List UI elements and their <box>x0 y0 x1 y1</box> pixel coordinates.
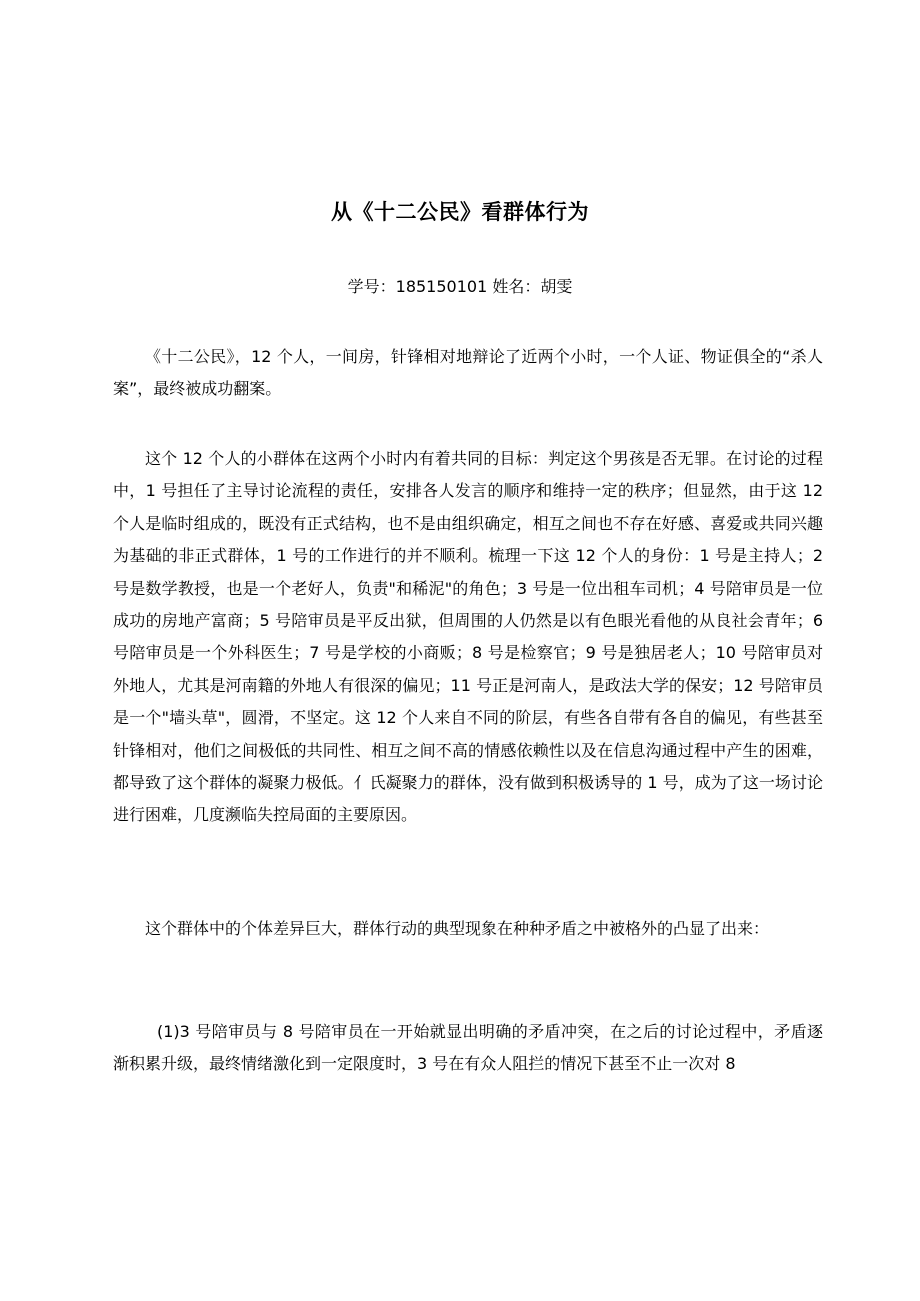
paragraph-group-analysis: 这个 12 个人的小群体在这两个小时内有着共同的目标：判定这个男孩是否无罪。在讨论的过程中，1 号担任了主导讨论流程的责任，安排各人发言的顺序和维持一定的秩序；但显然，由于这 12 个人是临时组成的，既没有正式结构，也不是由组织确定，相互之间也不存在好感、喜爱或共同兴趣为基础的非正式群体，1 号的工作进行的并不顺利。梳理一下这 12 个人的身份：1 号是主持人；2 号是数学教授，也是一个老好人，负责"和稀泥"的角色；3 号是一位出租车司机；4 号陪审员是一位成功的房地产富商；5 号陪审员是平反出狱，但周围的人仍然是以有色眼光看他的从良社会青年；6 号陪审员是一个外科医生；7 号是学校的小商贩；8 号是检察官；9 号是独居老人；10 号陪审员对外地人，尤其是河南籍的外地人有很深的偏见；11 号正是河南人，是政法大学的保安；12 号陪审员是一个"墙头草"，圆滑，不坚定。这 12 个人来自不同的阶层，有些各自带有各自的偏见，有些甚至针锋相对，他们之间极低的共同性、相互之间不高的情感依赖性以及在信息沟通过程中产生的困难，都导致了这个群体的凝聚力极低。亻氏凝聚力的群体，没有做到积极诱导的 1 号，成为了这一场讨论进行困难，几度濒临失控局面的主要原因。 <box>113 449 823 825</box>
paragraph-intro: 《十二公民》，12 个人，一间房，针锋相对地辩论了近两个小时，一个人证、物证俱全的“杀人案”，最终被成功翻案。 <box>113 347 823 399</box>
student-info: 学号：185150101 姓名：胡雯 <box>347 277 573 296</box>
paragraph-differences: 这个群体中的个体差异巨大，群体行动的典型现象在种种矛盾之中被格外的凸显了出来： <box>145 919 770 938</box>
document-title: 从《十二公民》看群体行为 <box>331 200 589 224</box>
paragraph-point-1: (1)3 号陪审员与 8 号陪审员在一开始就显出明确的矛盾冲突，在之后的讨论过程中，矛盾逐渐积累升级，最终情绪激化到一定限度时，3 号在有众人阻拦的情况下甚至不止一次对 8 <box>113 1022 823 1074</box>
